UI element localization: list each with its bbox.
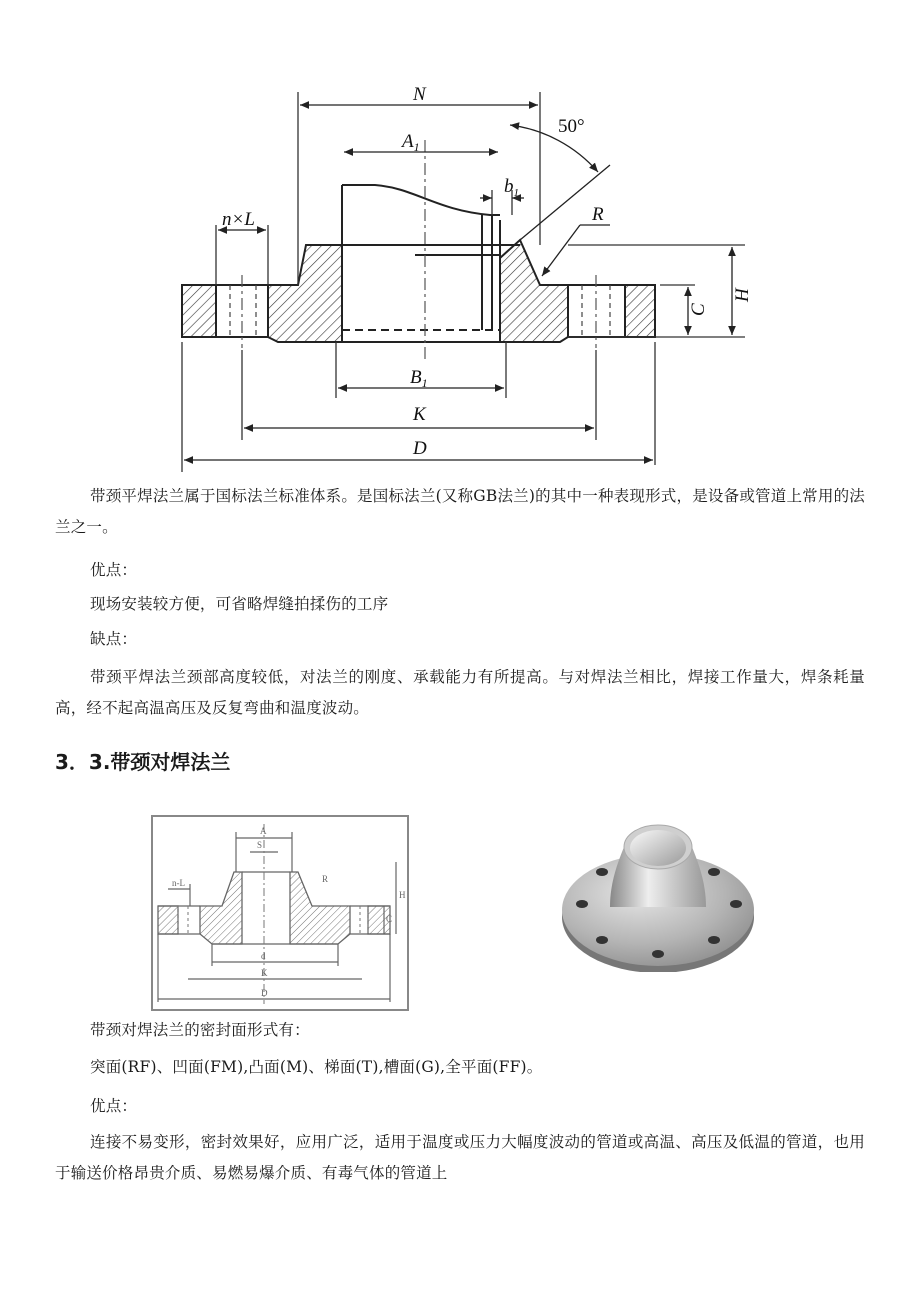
weld-neck-flange-photo bbox=[560, 812, 756, 972]
small-label-A: A bbox=[260, 826, 267, 836]
small-label-H: H bbox=[399, 890, 406, 900]
small-label-D: D bbox=[261, 988, 268, 998]
small-label-K: K bbox=[261, 968, 268, 978]
dim-label-R: R bbox=[592, 204, 604, 225]
dim-label-D: D bbox=[413, 438, 427, 459]
small-label-d: d bbox=[261, 951, 266, 961]
paragraph-advantages-label: 优点： bbox=[90, 561, 138, 579]
slip-on-flange-drawing bbox=[170, 80, 760, 475]
dim-label-C: C bbox=[688, 303, 709, 316]
paragraph-advantages: 现场安装较方便，可省略焊缝拍揉伤的工序 bbox=[90, 595, 389, 613]
paragraph-disadvantages-label: 缺点： bbox=[90, 630, 138, 648]
dim-label-angle: 50° bbox=[558, 116, 585, 137]
paragraph-advantages-2: 连接不易变形，密封效果好，应用广泛，适用于温度或压力大幅度波动的管道或高温、高压及低温的管道，也用于输送价格昂贵介质、易燃易爆介质、有毒气体的管道上 bbox=[55, 1133, 865, 1182]
section-heading: 3．3.带颈对焊法兰 bbox=[55, 750, 231, 774]
dim-label-b1: $b_1$ bbox=[504, 176, 519, 199]
dim-label-A1: $A_1$ bbox=[402, 131, 420, 154]
paragraph-intro: 带颈平焊法兰属于国标法兰标准体系。是国标法兰(又称GB法兰)的其中一种表现形式，是设备或管道上常用的法兰之一。 bbox=[55, 487, 865, 536]
small-label-S: S bbox=[257, 840, 263, 850]
paragraph-seal-types: 突面(RF)、凹面(FM),凸面(M)、梯面(T),槽面(G),全平面(FF)。 bbox=[90, 1058, 543, 1076]
paragraph-seal-types-label: 带颈对焊法兰的密封面形式有： bbox=[90, 1021, 310, 1039]
dim-label-N: N bbox=[413, 84, 426, 105]
dim-label-H: H bbox=[732, 288, 753, 302]
small-label-R: R bbox=[322, 874, 329, 884]
dim-label-nL: n×L bbox=[222, 209, 255, 230]
small-label-C: C bbox=[386, 914, 393, 924]
small-label-nL: n-L bbox=[172, 878, 185, 888]
paragraph-advantages-label-2: 优点： bbox=[90, 1097, 138, 1115]
dim-label-K: K bbox=[413, 404, 426, 425]
weld-neck-flange-drawing bbox=[150, 814, 412, 1014]
paragraph-disadvantages: 带颈平焊法兰颈部高度较低，对法兰的刚度、承载能力有所提高。与对焊法兰相比，焊接工作量大，焊条耗量高，经不起高温高压及反复弯曲和温度波动。 bbox=[55, 668, 865, 717]
dim-label-B1: $B_1$ bbox=[410, 367, 428, 390]
